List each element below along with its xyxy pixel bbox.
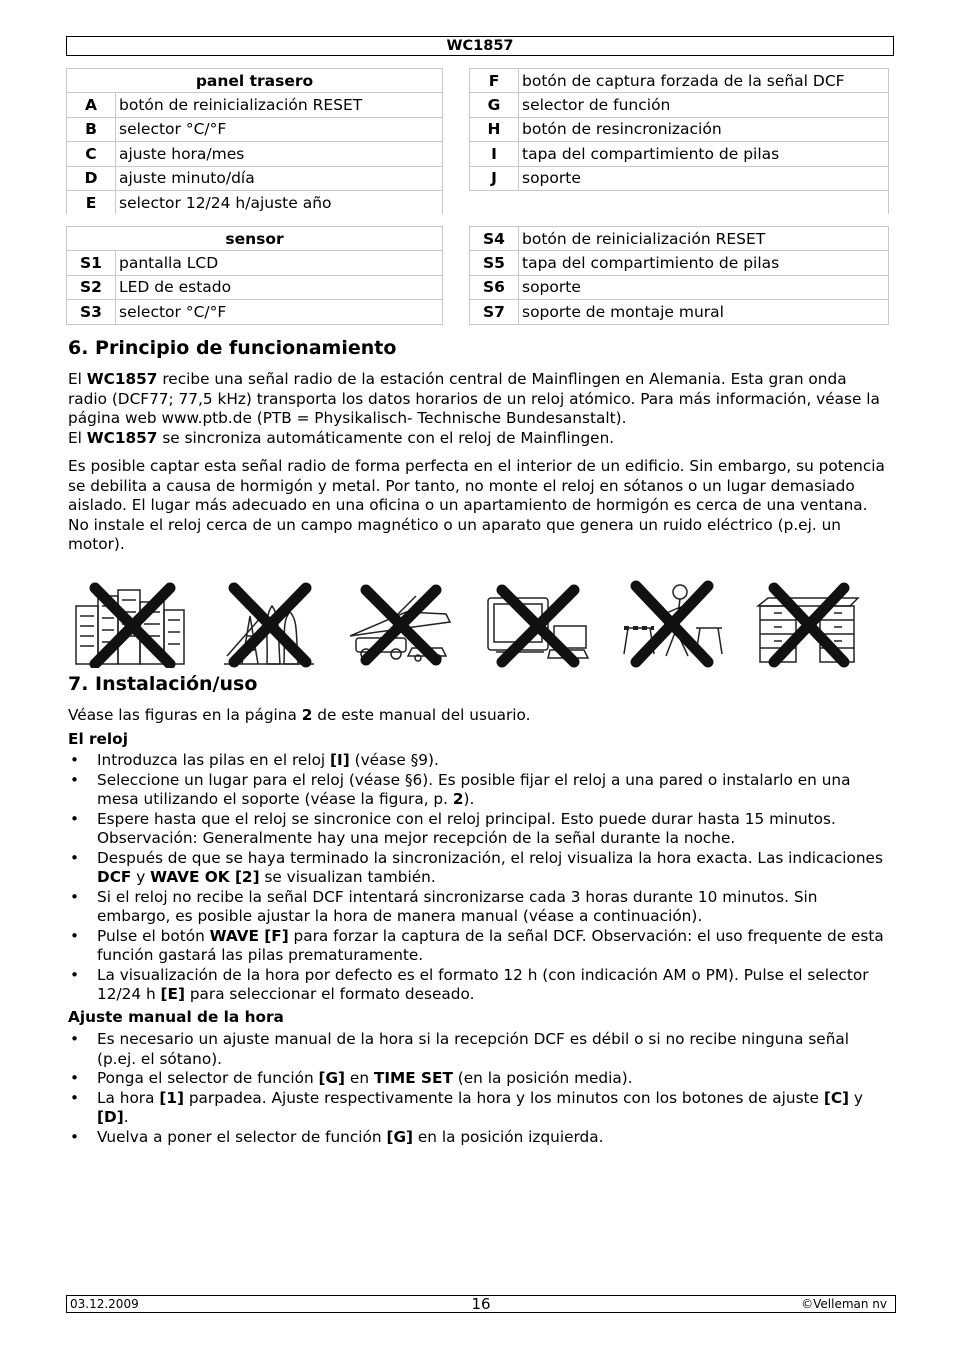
text: en la posición izquierda. [413, 1127, 604, 1146]
sensor-title: sensor [67, 227, 443, 251]
desk-warning-icon [754, 576, 862, 668]
text: Es necesario un ajuste manual de la hora si la recepción DCF es débil o si no recibe ninguna señal (p.ej. el sótano). [97, 1030, 850, 1068]
model-bold: WC1857 [86, 428, 158, 447]
bold-text: [1] [159, 1088, 184, 1107]
part-desc: selector de función [519, 93, 889, 117]
text: ). [463, 790, 475, 808]
text: La hora [97, 1088, 160, 1107]
text: Vuelva a poner el selector de función [97, 1127, 387, 1146]
list-item [68, 849, 888, 888]
text: Véase las figuras en la página [68, 706, 302, 724]
manual-time-subheading: Ajuste manual de la hora [68, 1008, 284, 1026]
text: de este manual del usuario. [312, 706, 531, 724]
text: (véase §9). [349, 751, 439, 769]
part-desc: selector 12/24 h/ajuste año [116, 190, 443, 214]
list-item [68, 810, 888, 849]
section-7-intro [68, 706, 888, 726]
text: y [131, 868, 151, 886]
part-key: S4 [470, 227, 519, 251]
list-item [68, 771, 888, 810]
list-item [68, 966, 888, 1005]
footer-copyright: ©Velleman nv [801, 1297, 887, 1311]
computer-warning-icon [484, 576, 594, 668]
text: Espere hasta que el reloj se sincronice con el reloj principal. Esto puede durar hasta 15 minutos. Observación: Generalmente hay una mejor recepción de la señal durante la noche. [97, 809, 836, 847]
model-name: WC1857 [446, 38, 514, 54]
part-key: J [470, 166, 519, 190]
buildings-warning-icon [70, 576, 190, 668]
part-key: A [67, 93, 116, 117]
part-desc: botón de reinicialización RESET [116, 93, 443, 117]
text: El [68, 370, 87, 388]
text: . [123, 1108, 129, 1126]
part-key: S3 [67, 300, 116, 324]
text: (en la posición media). [452, 1069, 633, 1087]
part-desc: botón de reinicialización RESET [519, 227, 889, 251]
bold-text: TIME SET [373, 1069, 453, 1087]
part-key: S7 [470, 300, 519, 324]
list-item [68, 1128, 888, 1148]
list-item [68, 1069, 888, 1089]
part-desc: botón de captura forzada de la señal DCF [519, 69, 889, 93]
text: No instale el reloj cerca de un campo magnético o un aparato que genera un ruido eléctrico (p.ej. un motor). [68, 515, 841, 553]
part-desc: botón de resincronización [519, 117, 889, 141]
text: El [68, 428, 87, 447]
part-desc: ajuste minuto/día [116, 166, 443, 190]
part-desc: pantalla LCD [116, 251, 443, 275]
part-key: S2 [67, 275, 116, 299]
bold-text: [C] [823, 1088, 850, 1107]
text: La visualización de la hora por defecto es el formato 12 h (con indicación AM o PM). Pulse el selector 12/24 h [97, 965, 869, 1003]
list-item [68, 751, 888, 771]
page-number: 16 [471, 1295, 491, 1313]
text: Pulse el botón [97, 926, 210, 945]
bold-text: [E] [160, 985, 185, 1003]
back-panel-table [66, 68, 889, 214]
list-item [68, 1089, 888, 1128]
manual-time-list [68, 1030, 888, 1147]
construction-worker-warning-icon [620, 576, 725, 668]
clock-instructions-list [68, 751, 888, 1005]
document-footer [66, 1295, 896, 1313]
part-key: S1 [67, 251, 116, 275]
text: en [345, 1069, 374, 1087]
text: Si el reloj no recibe la señal DCF intentará sincronizarse cada 3 horas durante 10 minutos. Sin embargo, es posible ajustar la hora de manera manual (véase a continuación). [97, 887, 818, 925]
bold-text: 2 [452, 790, 464, 808]
bold-text: [I] [330, 751, 350, 769]
text: para seleccionar el formato deseado. [184, 985, 475, 1003]
part-desc: soporte [519, 166, 889, 190]
bold-text: WAVE OK [2] [150, 868, 260, 886]
text: Seleccione un lugar para el reloj (véase §6). Es posible fijar el reloj a una pared o instalarlo en una mesa utilizando el soporte (véase la figura, p. [97, 770, 851, 808]
section-6-heading: 6. Principio de funcionamiento [68, 337, 397, 359]
text: parpadea. Ajuste respectivamente la hora y los minutos con los botones de ajuste [183, 1088, 824, 1107]
part-key: D [67, 166, 116, 190]
text: para forzar la captura de la señal DCF. Observación: el uso frequente de esta función gastará las pilas prematuramente. [97, 926, 884, 964]
part-desc: selector °C/°F [116, 117, 443, 141]
part-key: S6 [470, 275, 519, 299]
text: Introduzca las pilas en el reloj [97, 751, 331, 769]
model-bold: WC1857 [86, 370, 158, 388]
text: recibe una señal radio de la estación central de Mainflingen en Alemania. Esta gran onda radio (DCF77; 77,5 kHz) transporta los datos horarios de un reloj atómico. Para más información, véase la página web www.ptb.de (PTB = Physikalisch- Technische Bundesanstalt). [68, 370, 880, 427]
text: Ponga el selector de función [97, 1069, 319, 1087]
part-key: F [470, 69, 519, 93]
part-key: H [470, 117, 519, 141]
part-key: G [470, 93, 519, 117]
vehicles-warning-icon [346, 576, 456, 668]
bold-text: [D] [97, 1108, 124, 1126]
text: Después de que se haya terminado la sincronización, el reloj visualiza la hora exacta. Las indicaciones [97, 848, 883, 867]
list-item [68, 927, 888, 966]
bold-text: WAVE [F] [209, 926, 289, 945]
part-desc: selector °C/°F [116, 300, 443, 324]
part-key: B [67, 117, 116, 141]
part-desc: tapa del compartimiento de pilas [519, 251, 889, 275]
footer-date: 03.12.2009 [70, 1297, 139, 1311]
power-plant-warning-icon [222, 576, 317, 668]
part-desc: soporte [519, 275, 889, 299]
part-key: I [470, 142, 519, 166]
part-desc: soporte de montaje mural [519, 300, 889, 324]
text: y [849, 1088, 863, 1107]
text: Es posible captar esta señal radio de forma perfecta en el interior de un edificio. Sin embargo, su potencia se debilita a causa de hormigón y metal. Por tanto, no monte el reloj en sótanos o un lugar demasiado aislado. El lugar más adecuado en una oficina o un apartamiento de hormigón es cerca de una ventana. [68, 457, 885, 514]
text: se sincroniza automáticamente con el reloj de Mainflingen. [157, 428, 615, 447]
clock-subheading: El reloj [68, 730, 128, 748]
part-key: S5 [470, 251, 519, 275]
part-key: E [67, 190, 116, 214]
bold-text: [G] [386, 1127, 413, 1146]
list-item [68, 888, 888, 927]
sensor-table [66, 226, 889, 325]
part-desc: LED de estado [116, 275, 443, 299]
text: se visualizan también. [259, 868, 436, 886]
part-key: C [67, 142, 116, 166]
list-item [68, 1030, 888, 1069]
back-panel-title: panel trasero [67, 69, 443, 93]
part-desc: tapa del compartimiento de pilas [519, 142, 889, 166]
section-7-heading: 7. Instalación/uso [68, 673, 258, 695]
section-6-paragraph-1 [68, 370, 888, 448]
bold-text: DCF [97, 868, 132, 886]
document-header [66, 36, 894, 56]
section-6-paragraph-2 [68, 457, 888, 555]
bold-text: [G] [318, 1069, 346, 1087]
part-desc: ajuste hora/mes [116, 142, 443, 166]
page-ref: 2 [301, 706, 313, 724]
